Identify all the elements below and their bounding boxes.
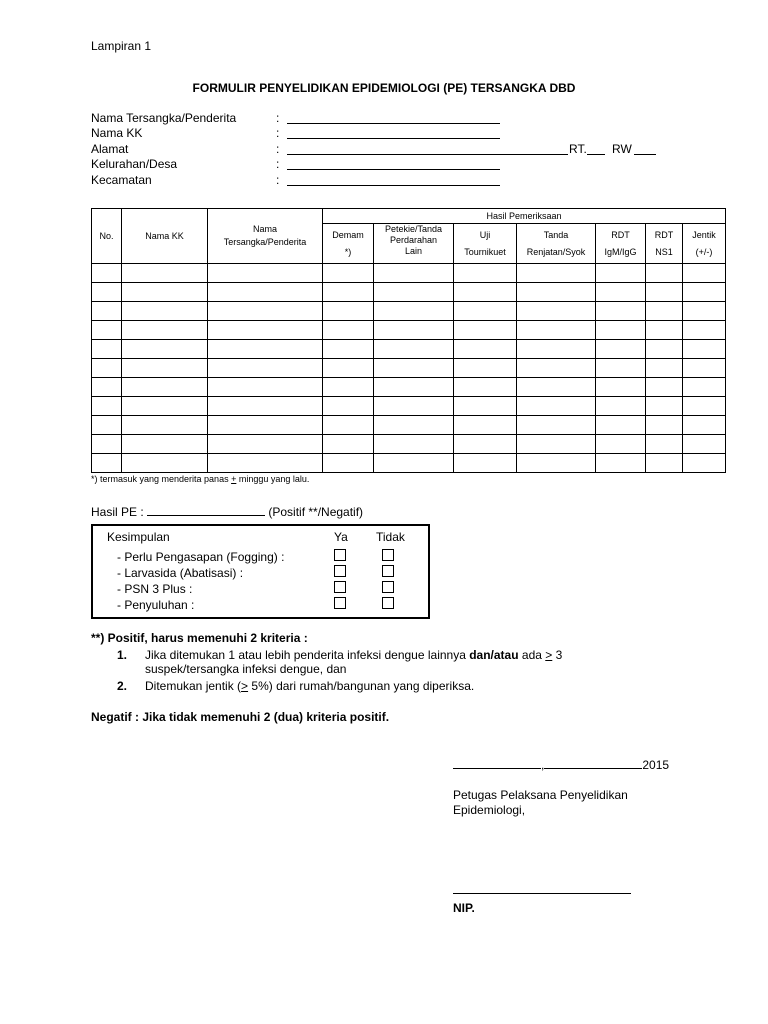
header-nama-tersangka	[208, 209, 323, 264]
table-cell[interactable]	[646, 340, 683, 359]
table-cell[interactable]	[454, 302, 517, 321]
header-uji-line1: Uji	[479, 229, 491, 240]
header-petekie-line1: Petekie/Tanda	[384, 224, 443, 234]
table-cell[interactable]	[683, 321, 726, 340]
checkbox-penyuluhan-tidak[interactable]	[382, 597, 394, 609]
table-cell[interactable]	[683, 454, 726, 473]
footnote-plusminus: +	[231, 474, 237, 484]
table-cell[interactable]	[122, 378, 208, 397]
table-cell[interactable]	[323, 397, 374, 416]
header-no-text: No.	[99, 230, 114, 241]
header-uji-tournikuet	[454, 224, 517, 264]
table-cell[interactable]	[323, 340, 374, 359]
rt-blank[interactable]	[587, 154, 605, 155]
table-body	[92, 264, 726, 473]
criteria-1-text-a: Jika ditemukan 1 atau lebih penderita infeksi dengue lainnya	[145, 648, 470, 662]
header-rdt-igm-line1: RDT	[611, 229, 630, 240]
table-cell[interactable]	[374, 264, 454, 283]
table-cell[interactable]	[454, 321, 517, 340]
negatif-note: Negatif : Jika tidak memenuhi 2 (dua) kriteria positif.	[91, 710, 390, 724]
table-cell[interactable]	[596, 435, 646, 454]
table-cell[interactable]	[92, 416, 122, 435]
table-cell[interactable]	[454, 359, 517, 378]
table-cell[interactable]	[683, 283, 726, 302]
table-cell[interactable]	[517, 416, 596, 435]
field-colon: :	[276, 157, 280, 171]
table-cell[interactable]	[646, 302, 683, 321]
criteria-1-text-c: ada	[518, 648, 546, 662]
date-blank[interactable]	[544, 757, 642, 769]
table-footnote	[91, 474, 309, 484]
checkbox-fogging-ya[interactable]	[334, 549, 346, 561]
criteria-2-text-b: 5%) dari rumah/bangunan yang diperiksa.	[248, 679, 475, 693]
header-no	[92, 209, 122, 264]
table-cell[interactable]	[92, 454, 122, 473]
table-cell[interactable]	[374, 378, 454, 397]
table-cell[interactable]	[208, 378, 323, 397]
table-cell[interactable]	[208, 340, 323, 359]
table-cell[interactable]	[208, 435, 323, 454]
item-larvasida: - Larvasida (Abatisasi) :	[117, 566, 244, 580]
table-cell[interactable]	[517, 283, 596, 302]
table-cell[interactable]	[454, 264, 517, 283]
table-row	[92, 302, 726, 321]
table-cell[interactable]	[454, 416, 517, 435]
criteria-1-ge: >	[545, 648, 553, 662]
header-demam	[323, 224, 374, 264]
criteria-1-text-d: 3	[552, 648, 563, 662]
field-label-kecamatan: Kecamatan	[91, 173, 152, 187]
header-rdt-ns1-line2: NS1	[655, 246, 673, 257]
field-colon: :	[276, 126, 280, 140]
table-cell[interactable]	[208, 302, 323, 321]
table-cell[interactable]	[683, 264, 726, 283]
lampiran-label: Lampiran 1	[91, 39, 152, 53]
header-jentik-line2: (+/-)	[695, 246, 713, 257]
header-uji-line2: Tournikuet	[464, 246, 506, 257]
table-cell[interactable]	[208, 321, 323, 340]
table-cell[interactable]	[683, 378, 726, 397]
table-cell[interactable]	[122, 283, 208, 302]
header-demam-line2: *)	[344, 246, 352, 257]
table-cell[interactable]	[323, 359, 374, 378]
table-cell[interactable]	[92, 264, 122, 283]
rw-blank[interactable]	[634, 154, 656, 155]
table-cell[interactable]	[683, 397, 726, 416]
table-row	[92, 397, 726, 416]
field-label-nama-kk: Nama KK	[91, 126, 143, 140]
table-cell[interactable]	[374, 416, 454, 435]
table-cell[interactable]	[454, 283, 517, 302]
header-demam-line1: Demam	[332, 229, 364, 240]
table-cell[interactable]	[374, 454, 454, 473]
header-tanda-line2: Renjatan/Syok	[526, 246, 586, 257]
header-rdt-ns1-line1: RDT	[654, 229, 674, 240]
item-penyuluhan: - Penyuluhan :	[117, 598, 195, 612]
header-rdt-ns1	[646, 224, 683, 264]
table-cell[interactable]	[683, 340, 726, 359]
officer-title-line2: Epidemiologi,	[453, 803, 526, 817]
checkbox-larvasida-tidak[interactable]	[382, 565, 394, 577]
table-cell[interactable]	[122, 340, 208, 359]
table-cell[interactable]	[92, 397, 122, 416]
table-cell[interactable]	[646, 397, 683, 416]
form-title: FORMULIR PENYELIDIKAN EPIDEMIOLOGI (PE) TERSANGKA DBD	[192, 81, 576, 95]
table-cell[interactable]	[596, 454, 646, 473]
footnote-suffix: minggu yang lalu.	[236, 474, 310, 484]
header-hasil-text: Hasil Pemeriksaan	[486, 210, 562, 221]
table-cell[interactable]	[646, 454, 683, 473]
table-cell[interactable]	[454, 340, 517, 359]
table-cell[interactable]	[517, 435, 596, 454]
table-cell[interactable]	[596, 264, 646, 283]
table-row	[92, 321, 726, 340]
table-cell[interactable]	[517, 321, 596, 340]
header-tanda-renjatan	[517, 224, 596, 264]
table-cell[interactable]	[596, 321, 646, 340]
table-cell[interactable]	[92, 321, 122, 340]
header-nama-tersangka-line2: Tersangka/Penderita	[223, 237, 307, 247]
criteria-2-text	[145, 679, 474, 694]
field-colon: :	[276, 142, 280, 156]
table-cell[interactable]	[517, 340, 596, 359]
table-cell[interactable]	[517, 359, 596, 378]
nama-kk-blank[interactable]	[287, 138, 500, 139]
table-cell[interactable]	[208, 416, 323, 435]
table-cell[interactable]	[208, 454, 323, 473]
table-cell[interactable]	[122, 321, 208, 340]
table-cell[interactable]	[596, 416, 646, 435]
table-cell[interactable]	[596, 378, 646, 397]
nip-label: NIP.	[453, 901, 475, 915]
table-cell[interactable]	[374, 359, 454, 378]
footnote-prefix: *) termasuk yang menderita panas	[91, 474, 232, 484]
criteria-2-text-a: Ditemukan jentik (	[145, 679, 242, 693]
checkbox-psn-tidak[interactable]	[382, 581, 394, 593]
rw-label: RW	[612, 142, 632, 156]
table-cell[interactable]	[323, 321, 374, 340]
rt-label: RT.	[569, 142, 587, 156]
table-cell[interactable]	[683, 416, 726, 435]
table-cell[interactable]	[122, 302, 208, 321]
place-blank[interactable]	[453, 757, 541, 769]
table-row	[92, 340, 726, 359]
kelurahan-blank[interactable]	[287, 169, 500, 170]
table-cell[interactable]	[646, 435, 683, 454]
checkbox-psn-ya[interactable]	[334, 581, 346, 593]
table-cell[interactable]	[683, 435, 726, 454]
signature-year: 2015	[642, 758, 670, 772]
hasil-pe-label: Hasil PE :	[91, 505, 148, 519]
table-cell[interactable]	[92, 340, 122, 359]
table-cell[interactable]	[646, 416, 683, 435]
item-psn: - PSN 3 Plus :	[117, 582, 193, 596]
table-cell[interactable]	[596, 397, 646, 416]
table-cell[interactable]	[323, 283, 374, 302]
checkbox-penyuluhan-ya[interactable]	[334, 597, 346, 609]
table-cell[interactable]	[646, 359, 683, 378]
table-cell[interactable]	[374, 340, 454, 359]
table-cell[interactable]	[374, 435, 454, 454]
table-cell[interactable]	[122, 264, 208, 283]
table-cell[interactable]	[596, 302, 646, 321]
date-place-row	[453, 757, 669, 773]
header-rdt-igm-line2: IgM/IgG	[604, 246, 637, 257]
hasil-pe-row	[91, 504, 363, 520]
examination-table	[91, 208, 726, 473]
nama-tersangka-blank[interactable]	[287, 123, 500, 124]
alamat-blank[interactable]	[287, 154, 568, 155]
table-row	[92, 435, 726, 454]
table-cell[interactable]	[323, 454, 374, 473]
table-cell[interactable]	[646, 378, 683, 397]
table-row	[92, 283, 726, 302]
table-cell[interactable]	[517, 264, 596, 283]
table-cell[interactable]	[92, 359, 122, 378]
header-jentik-line1: Jentik	[692, 229, 716, 240]
officer-title-line1: Petugas Pelaksana Penyelidikan	[453, 788, 628, 802]
hasil-pe-blank[interactable]	[147, 504, 265, 516]
table-cell[interactable]	[683, 359, 726, 378]
header-petekie-line3: Lain	[404, 246, 422, 256]
field-label-nama-tersangka: Nama Tersangka/Penderita	[91, 111, 237, 125]
table-row	[92, 454, 726, 473]
field-colon: :	[276, 111, 280, 125]
signature-line[interactable]	[453, 893, 631, 894]
criteria-1-line2: suspek/tersangka infeksi dengue, dan	[145, 662, 347, 676]
criteria-heading: **) Positif, harus memenuhi 2 kriteria :	[91, 631, 308, 645]
table-cell[interactable]	[323, 264, 374, 283]
table-cell[interactable]	[323, 416, 374, 435]
header-nama-tersangka-line1: Nama	[252, 224, 277, 234]
table-cell[interactable]	[517, 397, 596, 416]
table-cell[interactable]	[323, 302, 374, 321]
criteria-1-danatau: dan/atau	[469, 648, 519, 662]
table-cell[interactable]	[122, 359, 208, 378]
header-hasil-pemeriksaan	[323, 209, 726, 224]
criteria-1-line1	[145, 648, 562, 663]
field-label-kelurahan: Kelurahan/Desa	[91, 157, 178, 171]
table-cell[interactable]	[454, 397, 517, 416]
table-cell[interactable]	[374, 283, 454, 302]
hasil-pe-suffix: (Positif **/Negatif)	[265, 505, 364, 519]
table-cell[interactable]	[517, 378, 596, 397]
table-cell[interactable]	[122, 454, 208, 473]
conclusion-box	[91, 524, 430, 619]
table-cell[interactable]	[646, 264, 683, 283]
date-comma: ,	[541, 758, 545, 772]
header-petekie	[374, 224, 454, 264]
criteria-1-number: 1.	[117, 648, 128, 662]
table-cell[interactable]	[596, 283, 646, 302]
header-tanda-line1: Tanda	[543, 229, 569, 240]
table-cell[interactable]	[92, 435, 122, 454]
item-fogging: - Perlu Pengasapan (Fogging) :	[117, 550, 285, 564]
criteria-2-ge: >	[241, 679, 249, 693]
table-cell[interactable]	[122, 435, 208, 454]
checkbox-fogging-tidak[interactable]	[382, 549, 394, 561]
table-cell[interactable]	[517, 454, 596, 473]
table-cell[interactable]	[374, 397, 454, 416]
criteria-2-number: 2.	[117, 679, 128, 693]
table-cell[interactable]	[92, 378, 122, 397]
table-cell[interactable]	[208, 264, 323, 283]
table-cell[interactable]	[596, 359, 646, 378]
header-rdt-igm	[596, 224, 646, 264]
table-cell[interactable]	[92, 283, 122, 302]
table-cell[interactable]	[646, 283, 683, 302]
table-cell[interactable]	[323, 378, 374, 397]
table-cell[interactable]	[374, 302, 454, 321]
table-cell[interactable]	[122, 416, 208, 435]
table-cell[interactable]	[92, 302, 122, 321]
field-colon: :	[276, 173, 280, 187]
table-cell[interactable]	[374, 321, 454, 340]
header-nama-kk	[122, 209, 208, 264]
table-cell[interactable]	[454, 435, 517, 454]
checkbox-larvasida-ya[interactable]	[334, 565, 346, 577]
table-row	[92, 264, 726, 283]
table-cell[interactable]	[683, 302, 726, 321]
table-cell[interactable]	[454, 454, 517, 473]
table-row	[92, 359, 726, 378]
table-cell[interactable]	[208, 359, 323, 378]
table-cell[interactable]	[454, 378, 517, 397]
header-nama-kk-text: Nama KK	[145, 230, 184, 241]
table-cell[interactable]	[208, 397, 323, 416]
tidak-header: Tidak	[376, 530, 405, 544]
header-petekie-line2: Perdarahan	[389, 235, 438, 245]
table-cell[interactable]	[208, 283, 323, 302]
table-cell[interactable]	[646, 321, 683, 340]
kesimpulan-title: Kesimpulan	[107, 530, 170, 544]
table-row	[92, 416, 726, 435]
ya-header: Ya	[334, 530, 348, 544]
table-row	[92, 378, 726, 397]
header-jentik	[683, 224, 726, 264]
field-label-alamat: Alamat	[91, 142, 129, 156]
table-cell[interactable]	[323, 435, 374, 454]
table-cell[interactable]	[122, 397, 208, 416]
table-cell[interactable]	[596, 340, 646, 359]
kecamatan-blank[interactable]	[287, 185, 500, 186]
table-cell[interactable]	[517, 302, 596, 321]
